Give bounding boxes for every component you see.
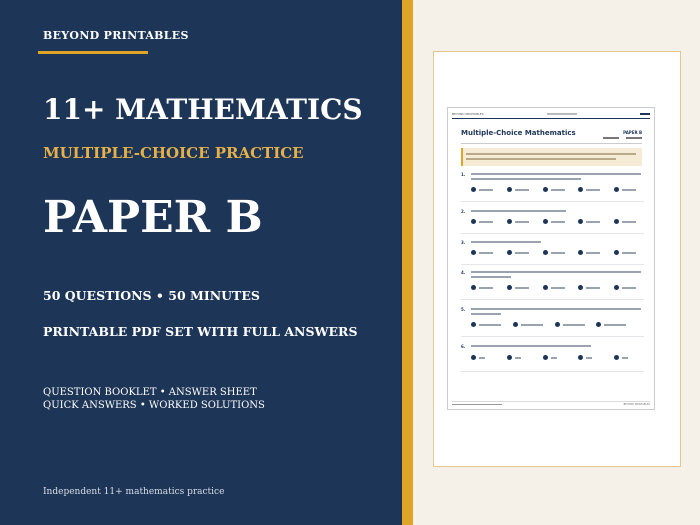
thumbnail-rule xyxy=(461,143,642,144)
question-number: 5. xyxy=(461,307,466,312)
thumbnail-instructions xyxy=(461,148,642,166)
thumbnail-footer-brand: BEYOND PRINTABLES xyxy=(623,403,650,406)
footer-text: Independent 11+ mathematics practice xyxy=(43,487,225,497)
thumbnail-question xyxy=(461,344,644,374)
thumbnail-question xyxy=(461,307,644,337)
product-subtitle: MULTIPLE-CHOICE PRACTICE xyxy=(43,144,304,162)
question-stats: 50 QUESTIONS • 50 MINUTES xyxy=(43,288,260,303)
thumbnail-brand: BEYOND PRINTABLES xyxy=(452,112,484,116)
brand-name: BEYOND PRINTABLES xyxy=(43,29,189,42)
set-description: PRINTABLE PDF SET WITH FULL ANSWERS xyxy=(43,324,358,339)
thumbnail-question xyxy=(461,209,644,239)
question-number: 6. xyxy=(461,344,466,349)
question-number: 2. xyxy=(461,209,466,214)
thumbnail-question xyxy=(461,270,644,300)
thumbnail-question xyxy=(461,172,644,202)
thumbnail-question xyxy=(461,240,644,270)
thumbnail-title: Multiple-Choice Mathematics xyxy=(461,129,576,137)
product-title: 11+ MATHEMATICS xyxy=(43,93,363,126)
thumbnail-header-mid xyxy=(547,113,577,115)
contents-line-2: QUICK ANSWERS • WORKED SOLUTIONS xyxy=(43,400,265,411)
contents-line-1: QUESTION BOOKLET • ANSWER SHEET xyxy=(43,387,257,398)
worksheet-thumbnail xyxy=(447,107,655,410)
brand-underline xyxy=(38,51,148,54)
thumbnail-paper: PAPER B xyxy=(623,130,642,135)
thumbnail-header-right xyxy=(640,113,650,115)
thumbnail-header xyxy=(452,112,650,119)
preview-card xyxy=(433,51,681,467)
question-number: 4. xyxy=(461,270,466,275)
question-number: 1. xyxy=(461,172,466,177)
thumbnail-meta xyxy=(603,137,642,139)
question-number: 3. xyxy=(461,240,466,245)
thumbnail-footer xyxy=(452,401,650,406)
contents-list xyxy=(43,386,265,412)
preview-panel xyxy=(413,0,700,525)
paper-label: PAPER B xyxy=(43,192,263,243)
gold-divider xyxy=(402,0,413,525)
